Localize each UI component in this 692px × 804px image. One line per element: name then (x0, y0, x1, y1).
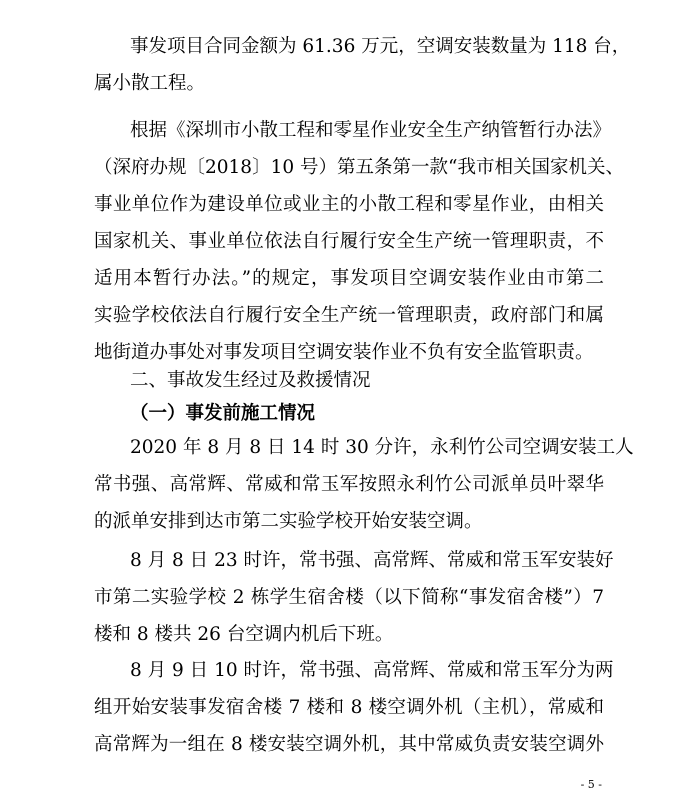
paragraph-line: 地街道办事处对事发项目空调安装作业不负有安全监管职责。 (94, 342, 594, 363)
paragraph-line: 适用本暂行办法。”的规定，事发项目空调安装作业由市第二 (94, 268, 604, 289)
paragraph-line: 根据《深圳市小散工程和零星作业安全生产纳管暂行办法》 (130, 120, 612, 141)
paragraph-line: （深府办规〔2018〕10 号）第五条第一款“我市相关国家机关、 (94, 157, 624, 178)
paragraph-line: 市第二实验学校 2 栋学生宿舍楼（以下简称“事发宿舍楼”）7 (94, 587, 604, 608)
paragraph-line: 实验学校依法自行履行安全生产统一管理职责，政府部门和属 (94, 305, 604, 326)
paragraph-line: 事发项目合同金额为 61.36 万元，空调安装数量为 118 台， (130, 36, 631, 57)
paragraph-line: 高常辉为一组在 8 楼安装空调外机，其中常威负责安装空调外 (94, 734, 604, 755)
paragraph-line: 2020 年 8 月 8 日 14 时 30 分许，永利竹公司空调安装工人 (130, 437, 634, 458)
paragraph-line: 楼和 8 楼共 26 台空调内机后下班。 (94, 624, 394, 645)
paragraph-line: 的派单安排到达市第二实验学校开始安装空调。 (94, 511, 483, 532)
paragraph-line: 8 月 8 日 23 时许，常书强、高常辉、常威和常玉军安装好 (130, 550, 614, 571)
paragraph-line: 组开始安装事发宿舍楼 7 楼和 8 楼空调外机（主机），常威和 (94, 697, 604, 718)
paragraph-line: 国家机关、事业单位依法自行履行安全生产统一管理职责，不 (94, 231, 604, 252)
paragraph-line: 属小散工程。 (94, 73, 206, 94)
paragraph-line: 事业单位作为建设单位或业主的小散工程和零星作业，由相关 (94, 194, 604, 215)
paragraph-line: 8 月 9 日 10 时许，常书强、高常辉、常威和常玉军分为两 (130, 660, 614, 681)
section-heading: 二、事故发生经过及救援情况 (130, 370, 371, 391)
page-number: - 5 - (580, 778, 602, 791)
paragraph-line: 常书强、高常辉、常威和常玉军按照永利竹公司派单员叶翠华 (94, 474, 604, 495)
subsection-heading: （一）事发前施工情况 (130, 403, 316, 424)
